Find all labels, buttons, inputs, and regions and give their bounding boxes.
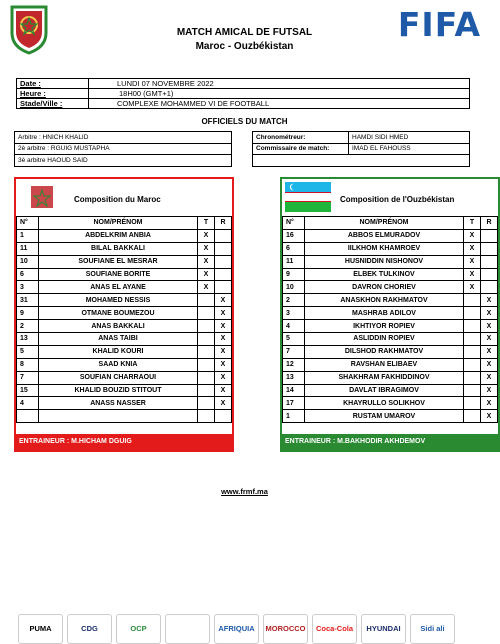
info-row-date	[17, 79, 470, 89]
team-morocco-panel	[14, 177, 234, 452]
player-name: IKHTIYOR ROPIEV	[305, 320, 464, 333]
player-number: 7	[17, 371, 39, 384]
officials-title: OFFICIELS DU MATCH	[201, 117, 288, 126]
sponsors-bar	[18, 614, 455, 644]
player-name: RAVSHAN ELIBAEV	[305, 358, 464, 371]
player-number: 8	[17, 358, 39, 371]
player-starter-mark: X	[198, 242, 215, 255]
player-row	[17, 397, 232, 410]
player-row	[17, 333, 232, 346]
player-reserve-mark: X	[481, 333, 498, 346]
fifa-logo: FIFA	[397, 5, 481, 44]
team-morocco-title: Composition du Maroc	[74, 195, 161, 204]
player-name: ABDELKRIM ANBIA	[39, 229, 198, 242]
player-row	[17, 242, 232, 255]
player-number: 16	[283, 229, 305, 242]
player-number: 10	[283, 281, 305, 294]
player-row	[283, 242, 498, 255]
player-starter-mark	[198, 333, 215, 346]
player-name: ANAS TAIBI	[39, 333, 198, 346]
coach-morocco: ENTRAINEUR : M.HICHAM DGUIG	[16, 434, 232, 450]
player-number: 6	[17, 268, 39, 281]
player-row	[283, 397, 498, 410]
player-name: RUSTAM UMAROV	[305, 410, 464, 423]
sponsor-logo: Coca-Cola	[312, 614, 357, 644]
player-starter-mark: X	[464, 268, 481, 281]
sponsor-logo: PUMA	[18, 614, 63, 644]
player-row	[17, 384, 232, 397]
player-name: KHAYRULLO SOLIKHOV	[305, 397, 464, 410]
player-row	[17, 294, 232, 307]
player-starter-mark: X	[198, 281, 215, 294]
player-number: 11	[17, 242, 39, 255]
player-starter-mark	[464, 294, 481, 307]
info-row-venue	[17, 99, 470, 109]
player-reserve-mark: X	[215, 358, 232, 371]
player-number: 9	[283, 268, 305, 281]
player-starter-mark: X	[198, 229, 215, 242]
match-teams: Maroc - Ouzbékistan	[195, 41, 294, 52]
player-number: 6	[283, 242, 305, 255]
sponsor-logo: OCP	[116, 614, 161, 644]
player-number: 4	[17, 397, 39, 410]
player-row	[17, 345, 232, 358]
player-name: ANASKHON RAKHMATOV	[305, 294, 464, 307]
player-reserve-mark: X	[481, 307, 498, 320]
officials-right-table	[252, 131, 470, 167]
info-key: Stade/Ville :	[17, 99, 89, 109]
player-reserve-mark: X	[215, 397, 232, 410]
player-number: 14	[283, 384, 305, 397]
player-number: 11	[283, 255, 305, 268]
third-referee: 3è arbitre HAOUD SAID	[15, 155, 232, 167]
player-reserve-mark: X	[481, 358, 498, 371]
roster-column-header: NOM/PRÉNOM	[39, 217, 198, 230]
player-reserve-mark	[481, 268, 498, 281]
player-starter-mark	[464, 384, 481, 397]
player-starter-mark	[464, 410, 481, 423]
player-starter-mark	[198, 345, 215, 358]
player-reserve-mark	[215, 268, 232, 281]
player-row	[17, 255, 232, 268]
sponsor-logo: CDG	[67, 614, 112, 644]
info-row-time	[17, 89, 470, 99]
player-reserve-mark: X	[215, 333, 232, 346]
player-starter-mark	[464, 371, 481, 384]
player-reserve-mark	[481, 229, 498, 242]
player-row	[283, 281, 498, 294]
player-starter-mark	[198, 371, 215, 384]
player-row	[283, 320, 498, 333]
player-starter-mark: X	[464, 242, 481, 255]
player-reserve-mark	[215, 281, 232, 294]
player-starter-mark: X	[464, 229, 481, 242]
morocco-flag-icon	[19, 182, 65, 212]
player-reserve-mark	[481, 255, 498, 268]
player-number	[17, 410, 39, 423]
player-row	[17, 307, 232, 320]
player-name: SOUFIANE BORITE	[39, 268, 198, 281]
roster-column-header: R	[215, 217, 232, 230]
team-uzbekistan-header	[282, 179, 498, 216]
player-number: 31	[17, 294, 39, 307]
player-row	[283, 268, 498, 281]
player-reserve-mark: X	[215, 345, 232, 358]
player-name: MOHAMED NESSIS	[39, 294, 198, 307]
player-reserve-mark: X	[481, 345, 498, 358]
player-name: IILKHOM KHAMROEV	[305, 242, 464, 255]
player-starter-mark	[198, 320, 215, 333]
player-number: 13	[283, 371, 305, 384]
player-number: 15	[17, 384, 39, 397]
player-name: DAVRON CHORIEV	[305, 281, 464, 294]
player-number: 5	[283, 333, 305, 346]
sponsor-logo: Sidi ali	[410, 614, 455, 644]
info-key: Date :	[17, 79, 89, 89]
officials-empty-cell	[253, 155, 470, 167]
player-starter-mark	[464, 397, 481, 410]
player-reserve-mark: X	[481, 397, 498, 410]
player-row	[17, 268, 232, 281]
team-uzbekistan-panel	[280, 177, 500, 452]
player-name: ELBEK TULKINOV	[305, 268, 464, 281]
roster-column-header: NOM/PRÉNOM	[305, 217, 464, 230]
player-name: SOUFIANE EL MESRAR	[39, 255, 198, 268]
player-starter-mark: X	[198, 268, 215, 281]
roster-column-header: T	[464, 217, 481, 230]
player-number: 1	[17, 229, 39, 242]
sponsor-logo: MOROCCO	[263, 614, 308, 644]
referee: Arbitre : HNICH KHALID	[15, 132, 232, 144]
player-reserve-mark: X	[215, 320, 232, 333]
player-starter-mark	[464, 358, 481, 371]
player-reserve-mark	[215, 229, 232, 242]
info-value: 18H00 (GMT+1)	[89, 89, 470, 99]
player-reserve-mark: X	[481, 384, 498, 397]
info-key: Heure :	[17, 89, 89, 99]
player-name: ASLIDDIN ROPIEV	[305, 333, 464, 346]
sponsor-logo: HYUNDAI	[361, 614, 406, 644]
player-number: 17	[283, 397, 305, 410]
roster-column-header: N°	[17, 217, 39, 230]
player-row	[17, 371, 232, 384]
player-starter-mark: X	[464, 281, 481, 294]
player-starter-mark	[198, 410, 215, 423]
info-value: COMPLEXE MOHAMMED VI DE FOOTBALL	[89, 99, 470, 109]
player-row	[17, 229, 232, 242]
player-number: 2	[283, 294, 305, 307]
player-name: HUSNIDDIN NISHONOV	[305, 255, 464, 268]
player-name: MASHRAB ADILOV	[305, 307, 464, 320]
player-name: KHALID KOURI	[39, 345, 198, 358]
player-starter-mark: X	[464, 255, 481, 268]
player-reserve-mark: X	[215, 384, 232, 397]
player-number: 12	[283, 358, 305, 371]
player-reserve-mark: X	[481, 320, 498, 333]
player-number: 5	[17, 345, 39, 358]
player-reserve-mark	[481, 242, 498, 255]
second-referee: 2è arbitre : RGUIG MUSTAPHA	[15, 143, 232, 155]
roster-column-header: T	[198, 217, 215, 230]
player-reserve-mark: X	[481, 371, 498, 384]
player-reserve-mark: X	[215, 307, 232, 320]
player-name: DILSHOD RAKHMATOV	[305, 345, 464, 358]
player-name	[39, 410, 198, 423]
player-name: ABBOS ELMURADOV	[305, 229, 464, 242]
player-number: 9	[17, 307, 39, 320]
match-title: MATCH AMICAL DE FUTSAL	[176, 27, 313, 38]
info-value: LUNDI 07 NOVEMBRE 2022	[89, 79, 470, 89]
player-starter-mark	[464, 333, 481, 346]
player-name: DAVLAT IBRAGIMOV	[305, 384, 464, 397]
officials-left-table	[14, 131, 232, 167]
player-number: 7	[283, 345, 305, 358]
commissioner-label: Commissaire de match:	[253, 143, 349, 155]
player-number: 3	[283, 307, 305, 320]
match-info-table	[16, 78, 470, 109]
player-number: 3	[17, 281, 39, 294]
player-row	[283, 294, 498, 307]
player-name: BILAL BAKKALI	[39, 242, 198, 255]
player-reserve-mark	[481, 281, 498, 294]
roster-column-header: R	[481, 217, 498, 230]
player-name: ANAS BAKKALI	[39, 320, 198, 333]
player-row	[283, 358, 498, 371]
roster-header-row	[283, 217, 498, 230]
player-row	[283, 371, 498, 384]
coach-uzbekistan: ENTRAINEUR : M.BAKHODIR AKHDEMOV	[282, 434, 498, 450]
player-name: OTMANE BOUMEZOU	[39, 307, 198, 320]
player-starter-mark	[198, 294, 215, 307]
player-row	[17, 281, 232, 294]
uzbekistan-flag-icon	[285, 182, 331, 212]
sponsor-logo: AFRIQUIA	[214, 614, 259, 644]
website-link[interactable]: www.frmf.ma	[221, 487, 268, 496]
player-starter-mark	[464, 320, 481, 333]
player-reserve-mark: X	[215, 371, 232, 384]
player-starter-mark	[198, 397, 215, 410]
timekeeper-value: HAMDI SIDI HMED	[349, 132, 470, 144]
player-row	[283, 229, 498, 242]
player-row	[17, 410, 232, 423]
player-name: SAAD KNIA	[39, 358, 198, 371]
player-starter-mark	[464, 307, 481, 320]
sponsor-logo	[165, 614, 210, 644]
player-starter-mark	[464, 345, 481, 358]
player-number: 10	[17, 255, 39, 268]
commissioner-value: IMAD EL FAHOUSS	[349, 143, 470, 155]
player-row	[283, 333, 498, 346]
player-row	[283, 255, 498, 268]
player-number: 2	[17, 320, 39, 333]
player-reserve-mark	[215, 255, 232, 268]
player-row	[283, 410, 498, 423]
player-row	[283, 345, 498, 358]
player-name: ANASS NASSER	[39, 397, 198, 410]
roster-column-header: N°	[283, 217, 305, 230]
player-starter-mark	[198, 384, 215, 397]
player-reserve-mark	[215, 242, 232, 255]
team-uzbekistan-title: Composition de l'Ouzbékistan	[340, 195, 455, 204]
player-starter-mark: X	[198, 255, 215, 268]
player-name: SHAKHRAM FAKHIDDINOV	[305, 371, 464, 384]
player-name: KHALID BOUZID STITOUT	[39, 384, 198, 397]
player-reserve-mark: X	[481, 410, 498, 423]
player-name: ANAS EL AYANE	[39, 281, 198, 294]
player-row	[17, 358, 232, 371]
player-name: SOUFIAN CHARRAOUI	[39, 371, 198, 384]
player-number: 13	[17, 333, 39, 346]
player-row	[283, 307, 498, 320]
team-morocco-header	[16, 179, 232, 216]
roster-header-row	[17, 217, 232, 230]
timekeeper-label: Chronométreur:	[253, 132, 349, 144]
player-reserve-mark: X	[215, 294, 232, 307]
roster-uzbekistan-table	[282, 216, 498, 423]
player-row	[17, 320, 232, 333]
player-reserve-mark: X	[481, 294, 498, 307]
player-number: 4	[283, 320, 305, 333]
roster-morocco-table	[16, 216, 232, 423]
player-row	[283, 384, 498, 397]
player-starter-mark	[198, 307, 215, 320]
player-starter-mark	[198, 358, 215, 371]
player-reserve-mark	[215, 410, 232, 423]
player-number: 1	[283, 410, 305, 423]
